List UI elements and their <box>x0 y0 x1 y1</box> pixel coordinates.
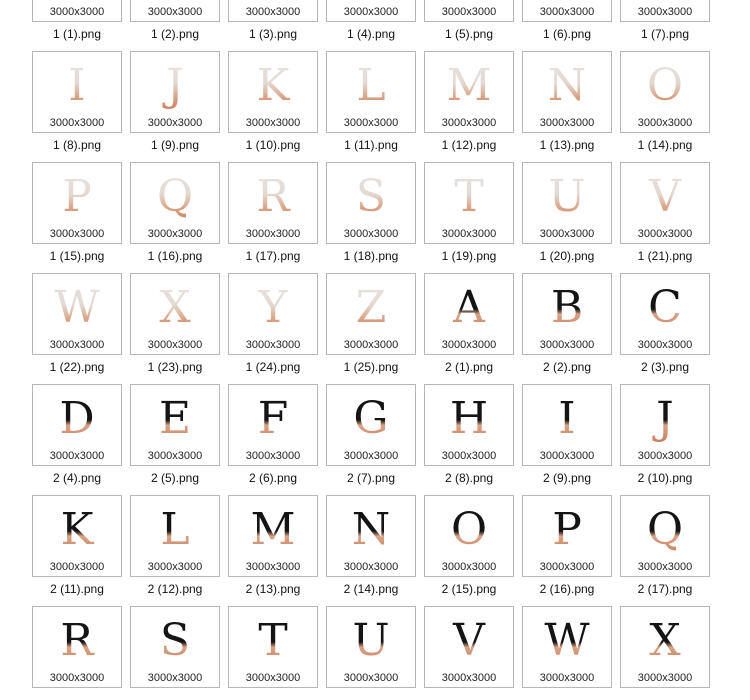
letter-image: I <box>523 393 611 445</box>
file-name[interactable]: 1 (15).png <box>49 249 105 263</box>
image-dimensions: 3000x3000 <box>49 672 105 684</box>
letter-image <box>33 0 121 1</box>
letter-image: T <box>425 171 513 223</box>
image-dimensions: 3000x3000 <box>637 450 693 462</box>
letter-image: C <box>621 282 709 334</box>
image-dimensions: 3000x3000 <box>441 561 497 573</box>
file-thumbnail[interactable] <box>130 273 220 355</box>
file-name[interactable]: 1 (16).png <box>147 249 203 263</box>
file-thumbnail[interactable] <box>522 51 612 133</box>
file-thumbnail[interactable] <box>228 495 318 577</box>
file-thumbnail[interactable] <box>228 51 318 133</box>
image-dimensions: 3000x3000 <box>637 117 693 129</box>
letter-image: F <box>229 393 317 445</box>
file-name[interactable]: 2 (1).png <box>444 360 494 374</box>
file-thumbnail[interactable] <box>32 273 122 355</box>
file-thumbnail[interactable] <box>424 606 514 688</box>
image-dimensions: 3000x3000 <box>637 228 693 240</box>
file-name[interactable]: 2 (9).png <box>542 471 592 485</box>
letter-image: O <box>425 504 513 556</box>
file-thumbnail[interactable] <box>620 0 710 22</box>
image-dimensions: 3000x3000 <box>147 450 203 462</box>
image-dimensions: 3000x3000 <box>49 6 105 18</box>
file-name[interactable]: 1 (22).png <box>49 360 105 374</box>
letter-image: Q <box>621 504 709 556</box>
file-thumbnail[interactable] <box>522 495 612 577</box>
image-dimensions: 3000x3000 <box>147 672 203 684</box>
file-thumbnail[interactable] <box>130 162 220 244</box>
letter-image <box>425 0 513 1</box>
file-name[interactable]: 1 (21).png <box>637 249 693 263</box>
file-thumbnail[interactable] <box>228 162 318 244</box>
letter-image: D <box>33 393 121 445</box>
image-dimensions: 3000x3000 <box>441 339 497 351</box>
image-dimensions: 3000x3000 <box>441 672 497 684</box>
image-dimensions: 3000x3000 <box>539 561 595 573</box>
file-thumbnail[interactable] <box>522 0 612 22</box>
file-thumbnail[interactable] <box>130 495 220 577</box>
image-dimensions: 3000x3000 <box>441 6 497 18</box>
file-thumbnail[interactable] <box>130 606 220 688</box>
image-dimensions: 3000x3000 <box>637 672 693 684</box>
letter-image <box>621 0 709 1</box>
letter-image: Y <box>229 282 317 334</box>
file-thumbnail[interactable] <box>130 0 220 22</box>
file-name[interactable]: 2 (3).png <box>640 360 690 374</box>
file-name[interactable]: 2 (4).png <box>52 471 102 485</box>
letter-image: V <box>425 615 513 667</box>
image-dimensions: 3000x3000 <box>343 117 399 129</box>
letter-image: A <box>425 282 513 334</box>
letter-image <box>131 0 219 1</box>
image-dimensions: 3000x3000 <box>637 339 693 351</box>
file-thumbnail[interactable] <box>326 606 416 688</box>
file-name[interactable]: 1 (1).png <box>52 27 102 41</box>
file-thumbnail[interactable] <box>32 162 122 244</box>
file-thumbnail[interactable] <box>326 0 416 22</box>
file-thumbnail[interactable] <box>620 606 710 688</box>
letter-image: R <box>229 171 317 223</box>
image-dimensions: 3000x3000 <box>147 228 203 240</box>
image-dimensions: 3000x3000 <box>147 117 203 129</box>
letter-image: T <box>229 615 317 667</box>
image-dimensions: 3000x3000 <box>441 117 497 129</box>
letter-image: R <box>33 615 121 667</box>
file-name[interactable]: 2 (13).png <box>245 582 301 596</box>
image-dimensions: 3000x3000 <box>441 228 497 240</box>
letter-image: M <box>229 504 317 556</box>
file-name[interactable]: 2 (8).png <box>444 471 494 485</box>
file-thumbnail[interactable] <box>32 606 122 688</box>
file-name[interactable]: 2 (11).png <box>50 582 104 596</box>
file-name[interactable]: 1 (20).png <box>539 249 595 263</box>
file-name[interactable]: 1 (24).png <box>245 360 301 374</box>
file-name[interactable]: 1 (17).png <box>245 249 301 263</box>
image-dimensions: 3000x3000 <box>49 339 105 351</box>
file-name[interactable]: 1 (6).png <box>542 27 592 41</box>
image-dimensions: 3000x3000 <box>49 228 105 240</box>
file-thumbnail[interactable] <box>424 51 514 133</box>
letter-image: E <box>131 393 219 445</box>
image-dimensions: 3000x3000 <box>637 561 693 573</box>
image-dimensions: 3000x3000 <box>343 228 399 240</box>
file-name[interactable]: 2 (10).png <box>637 471 693 485</box>
letter-image: W <box>33 282 121 334</box>
file-thumbnail[interactable] <box>32 495 122 577</box>
image-dimensions: 3000x3000 <box>49 450 105 462</box>
file-thumbnail[interactable] <box>326 162 416 244</box>
file-thumbnail[interactable] <box>522 273 612 355</box>
file-name[interactable]: 2 (7).png <box>346 471 396 485</box>
file-thumbnail[interactable] <box>522 162 612 244</box>
letter-image: W <box>523 615 611 667</box>
letter-image: G <box>327 393 415 445</box>
letter-image <box>229 0 317 1</box>
file-name[interactable]: 2 (5).png <box>150 471 200 485</box>
file-thumbnail[interactable] <box>424 162 514 244</box>
file-name[interactable]: 2 (17).png <box>637 582 693 596</box>
image-dimensions: 3000x3000 <box>147 339 203 351</box>
file-name[interactable]: 1 (7).png <box>640 27 690 41</box>
file-thumbnail[interactable] <box>424 273 514 355</box>
image-dimensions: 3000x3000 <box>343 450 399 462</box>
file-thumbnail[interactable] <box>326 495 416 577</box>
image-dimensions: 3000x3000 <box>441 450 497 462</box>
letter-image: P <box>523 504 611 556</box>
file-thumbnail[interactable] <box>326 51 416 133</box>
letter-image: L <box>131 504 219 556</box>
letter-image: I <box>33 60 121 112</box>
letter-image: U <box>327 615 415 667</box>
letter-image: K <box>33 504 121 556</box>
image-dimensions: 3000x3000 <box>245 6 301 18</box>
file-thumbnail[interactable] <box>522 384 612 466</box>
file-name[interactable]: 1 (5).png <box>444 27 494 41</box>
file-name[interactable]: 2 (16).png <box>539 582 595 596</box>
file-thumbnail[interactable] <box>326 384 416 466</box>
image-dimensions: 3000x3000 <box>343 6 399 18</box>
letter-image: Q <box>131 171 219 223</box>
file-thumbnail[interactable] <box>424 0 514 22</box>
letter-image: L <box>327 60 415 112</box>
file-name[interactable]: 1 (25).png <box>343 360 399 374</box>
letter-image: J <box>131 60 219 112</box>
file-name[interactable]: 1 (23).png <box>147 360 203 374</box>
image-dimensions: 3000x3000 <box>147 6 203 18</box>
letter-image: H <box>425 393 513 445</box>
file-thumbnail[interactable] <box>228 606 318 688</box>
file-thumbnail[interactable] <box>130 384 220 466</box>
letter-image: P <box>33 171 121 223</box>
letter-image: Z <box>327 282 415 334</box>
file-thumbnail[interactable] <box>32 384 122 466</box>
letter-image: B <box>523 282 611 334</box>
file-name[interactable]: 2 (6).png <box>248 471 298 485</box>
letter-image: S <box>131 615 219 667</box>
file-thumbnail[interactable] <box>620 273 710 355</box>
image-dimensions: 3000x3000 <box>539 6 595 18</box>
file-name[interactable]: 1 (14).png <box>637 138 693 152</box>
file-name[interactable]: 2 (15).png <box>441 582 497 596</box>
image-dimensions: 3000x3000 <box>147 561 203 573</box>
file-thumbnail[interactable] <box>620 495 710 577</box>
file-name[interactable]: 1 (18).png <box>343 249 399 263</box>
image-dimensions: 3000x3000 <box>539 117 595 129</box>
image-dimensions: 3000x3000 <box>245 561 301 573</box>
file-thumbnail[interactable] <box>620 384 710 466</box>
letter-image: K <box>229 60 317 112</box>
file-thumbnail[interactable] <box>620 162 710 244</box>
file-name[interactable]: 1 (3).png <box>248 27 298 41</box>
file-name[interactable]: 1 (8).png <box>52 138 102 152</box>
letter-image <box>327 0 415 1</box>
image-dimensions: 3000x3000 <box>539 450 595 462</box>
image-dimensions: 3000x3000 <box>637 6 693 18</box>
file-name[interactable]: 1 (11).png <box>344 138 398 152</box>
image-dimensions: 3000x3000 <box>343 561 399 573</box>
image-dimensions: 3000x3000 <box>245 672 301 684</box>
file-thumbnail[interactable] <box>424 384 514 466</box>
file-thumbnail[interactable] <box>228 273 318 355</box>
file-name[interactable]: 1 (2).png <box>150 27 200 41</box>
image-dimensions: 3000x3000 <box>49 561 105 573</box>
file-thumbnail[interactable] <box>32 51 122 133</box>
file-name[interactable]: 1 (19).png <box>441 249 497 263</box>
letter-image: X <box>621 615 709 667</box>
file-name[interactable]: 1 (10).png <box>245 138 301 152</box>
file-thumbnail[interactable] <box>522 606 612 688</box>
image-dimensions: 3000x3000 <box>245 339 301 351</box>
file-name[interactable]: 2 (2).png <box>542 360 592 374</box>
file-name[interactable]: 2 (14).png <box>343 582 399 596</box>
file-thumbnail[interactable] <box>228 384 318 466</box>
file-thumbnail[interactable] <box>326 273 416 355</box>
file-name[interactable]: 1 (13).png <box>539 138 595 152</box>
image-dimensions: 3000x3000 <box>343 339 399 351</box>
image-dimensions: 3000x3000 <box>245 117 301 129</box>
file-thumbnail[interactable] <box>228 0 318 22</box>
letter-image: V <box>621 171 709 223</box>
file-thumbnail[interactable] <box>32 0 122 22</box>
letter-image: X <box>131 282 219 334</box>
letter-image: N <box>327 504 415 556</box>
image-dimensions: 3000x3000 <box>245 450 301 462</box>
letter-image <box>523 0 611 1</box>
image-dimensions: 3000x3000 <box>539 228 595 240</box>
letter-image: N <box>523 60 611 112</box>
image-dimensions: 3000x3000 <box>49 117 105 129</box>
file-name[interactable]: 2 (12).png <box>147 582 203 596</box>
file-thumbnail[interactable] <box>424 495 514 577</box>
file-name[interactable]: 1 (9).png <box>150 138 200 152</box>
image-dimensions: 3000x3000 <box>539 339 595 351</box>
file-thumbnail[interactable] <box>620 51 710 133</box>
letter-image: O <box>621 60 709 112</box>
letter-image: S <box>327 171 415 223</box>
file-name[interactable]: 1 (12).png <box>441 138 497 152</box>
image-dimensions: 3000x3000 <box>245 228 301 240</box>
letter-image: J <box>621 393 709 445</box>
file-thumbnail[interactable] <box>130 51 220 133</box>
image-dimensions: 3000x3000 <box>343 672 399 684</box>
file-name[interactable]: 1 (4).png <box>346 27 396 41</box>
letter-image: M <box>425 60 513 112</box>
letter-image: U <box>523 171 611 223</box>
image-dimensions: 3000x3000 <box>539 672 595 684</box>
